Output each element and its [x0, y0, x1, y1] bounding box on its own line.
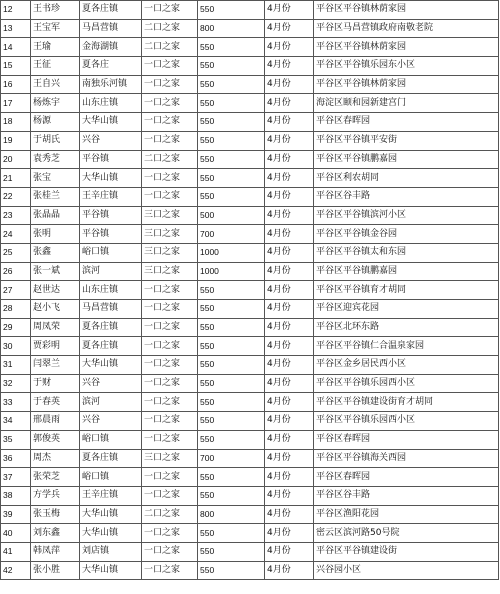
amount-cell: 550 [198, 430, 265, 449]
name-cell: 刘东鑫 [31, 524, 80, 543]
amount-cell: 550 [198, 113, 265, 132]
row-number-cell: 36 [1, 449, 31, 468]
household-size-cell: 一口之家 [142, 57, 198, 76]
table-row [1, 524, 499, 543]
address-cell: 平谷区平谷镇林荫家园 [314, 38, 499, 57]
address-cell: 平谷区平谷镇林荫家园 [314, 1, 499, 20]
amount-cell: 550 [198, 542, 265, 561]
name-cell: 张一斌 [31, 262, 80, 281]
month-cell: 4月份 [265, 225, 314, 244]
row-number-cell: 15 [1, 57, 31, 76]
household-size-cell: 一口之家 [142, 94, 198, 113]
household-size-cell: 一口之家 [142, 131, 198, 150]
row-number-cell: 16 [1, 75, 31, 94]
table-row [1, 337, 499, 356]
address-cell: 平谷区平谷镇乐园西小区 [314, 374, 499, 393]
table-row [1, 486, 499, 505]
table-row [1, 38, 499, 57]
town-cell: 王辛庄镇 [80, 486, 142, 505]
address-cell: 平谷区平谷镇建设街 [314, 542, 499, 561]
town-cell: 滨河 [80, 393, 142, 412]
address-cell: 平谷区平谷镇太和东园 [314, 243, 499, 262]
address-cell: 平谷区平谷镇乐园东小区 [314, 57, 499, 76]
name-cell: 周杰 [31, 449, 80, 468]
town-cell: 夏各庄 [80, 57, 142, 76]
month-cell: 4月份 [265, 57, 314, 76]
amount-cell: 550 [198, 75, 265, 94]
household-size-cell: 一口之家 [142, 337, 198, 356]
row-number-cell: 22 [1, 187, 31, 206]
name-cell: 王书珍 [31, 1, 80, 20]
table-row [1, 430, 499, 449]
row-number-cell: 29 [1, 318, 31, 337]
town-cell: 山东庄镇 [80, 94, 142, 113]
table-row [1, 131, 499, 150]
town-cell: 夏各庄镇 [80, 449, 142, 468]
name-cell: 韩凤萍 [31, 542, 80, 561]
address-cell: 平谷区平谷镇滨河小区 [314, 206, 499, 225]
household-size-cell: 一口之家 [142, 318, 198, 337]
table-row [1, 281, 499, 300]
name-cell: 于财 [31, 374, 80, 393]
name-cell: 张晶晶 [31, 206, 80, 225]
household-size-cell: 三口之家 [142, 206, 198, 225]
household-size-cell: 二口之家 [142, 505, 198, 524]
month-cell: 4月份 [265, 561, 314, 580]
amount-cell: 550 [198, 412, 265, 431]
amount-cell: 550 [198, 337, 265, 356]
address-cell: 平谷区北环东路 [314, 318, 499, 337]
row-number-cell: 40 [1, 524, 31, 543]
amount-cell: 1000 [198, 262, 265, 281]
row-number-cell: 34 [1, 412, 31, 431]
town-cell: 金海湖镇 [80, 38, 142, 57]
address-cell: 平谷区春晖园 [314, 468, 499, 487]
amount-cell: 550 [198, 187, 265, 206]
address-cell: 密云区滨河路50号院 [314, 524, 499, 543]
table-row [1, 113, 499, 132]
address-cell: 平谷区渔阳花园 [314, 505, 499, 524]
household-size-cell: 三口之家 [142, 262, 198, 281]
table-row [1, 150, 499, 169]
table-row [1, 505, 499, 524]
address-cell: 海淀区颐和园新建宫门 [314, 94, 499, 113]
row-number-cell: 25 [1, 243, 31, 262]
month-cell: 4月份 [265, 300, 314, 319]
row-number-cell: 38 [1, 486, 31, 505]
household-size-cell: 一口之家 [142, 281, 198, 300]
household-size-cell: 一口之家 [142, 486, 198, 505]
row-number-cell: 30 [1, 337, 31, 356]
month-cell: 4月份 [265, 486, 314, 505]
household-size-cell: 一口之家 [142, 187, 198, 206]
name-cell: 王瑜 [31, 38, 80, 57]
name-cell: 王宝军 [31, 19, 80, 38]
name-cell: 张宝 [31, 169, 80, 188]
month-cell: 4月份 [265, 150, 314, 169]
month-cell: 4月份 [265, 412, 314, 431]
name-cell: 杨源 [31, 113, 80, 132]
amount-cell: 800 [198, 19, 265, 38]
row-number-cell: 13 [1, 19, 31, 38]
name-cell: 闫翠兰 [31, 356, 80, 375]
amount-cell: 550 [198, 38, 265, 57]
address-cell: 平谷区马昌营镇政府南敬老院 [314, 19, 499, 38]
row-number-cell: 31 [1, 356, 31, 375]
town-cell: 兴谷 [80, 374, 142, 393]
household-size-cell: 三口之家 [142, 225, 198, 244]
row-number-cell: 18 [1, 113, 31, 132]
table-row [1, 318, 499, 337]
month-cell: 4月份 [265, 468, 314, 487]
name-cell: 郭俊英 [31, 430, 80, 449]
table-row [1, 542, 499, 561]
town-cell: 大华山镇 [80, 505, 142, 524]
address-cell: 平谷区谷丰路 [314, 486, 499, 505]
table-row [1, 374, 499, 393]
month-cell: 4月份 [265, 113, 314, 132]
amount-cell: 550 [198, 300, 265, 319]
address-cell: 平谷区谷丰路 [314, 187, 499, 206]
town-cell: 大华山镇 [80, 169, 142, 188]
row-number-cell: 41 [1, 542, 31, 561]
address-cell: 平谷区平谷镇育才胡同 [314, 281, 499, 300]
town-cell: 大华山镇 [80, 356, 142, 375]
town-cell: 王辛庄镇 [80, 187, 142, 206]
amount-cell: 500 [198, 206, 265, 225]
household-size-cell: 一口之家 [142, 356, 198, 375]
amount-cell: 1000 [198, 243, 265, 262]
name-cell: 杨炼宇 [31, 94, 80, 113]
household-size-cell: 一口之家 [142, 412, 198, 431]
amount-cell: 700 [198, 449, 265, 468]
month-cell: 4月份 [265, 505, 314, 524]
amount-cell: 550 [198, 524, 265, 543]
household-size-cell: 一口之家 [142, 430, 198, 449]
table-row [1, 19, 499, 38]
name-cell: 张桂兰 [31, 187, 80, 206]
address-cell: 平谷区平谷镇乐园西小区 [314, 412, 499, 431]
month-cell: 4月份 [265, 131, 314, 150]
month-cell: 4月份 [265, 393, 314, 412]
address-cell: 平谷区平谷镇鹏嘉园 [314, 150, 499, 169]
row-number-cell: 27 [1, 281, 31, 300]
row-number-cell: 20 [1, 150, 31, 169]
address-cell: 平谷区春晖园 [314, 430, 499, 449]
row-number-cell: 32 [1, 374, 31, 393]
address-cell: 平谷区平谷镇海关西园 [314, 449, 499, 468]
address-cell: 平谷区平谷镇林荫家园 [314, 75, 499, 94]
address-cell: 平谷区平谷镇建设街育才胡同 [314, 393, 499, 412]
row-number-cell: 19 [1, 131, 31, 150]
table-row [1, 393, 499, 412]
month-cell: 4月份 [265, 243, 314, 262]
month-cell: 4月份 [265, 187, 314, 206]
table-row [1, 1, 499, 20]
name-cell: 张小胜 [31, 561, 80, 580]
amount-cell: 550 [198, 131, 265, 150]
month-cell: 4月份 [265, 524, 314, 543]
household-size-cell: 二口之家 [142, 150, 198, 169]
table-row [1, 262, 499, 281]
name-cell: 赵世达 [31, 281, 80, 300]
table-row [1, 468, 499, 487]
table-row [1, 412, 499, 431]
amount-cell: 550 [198, 1, 265, 20]
table-row [1, 75, 499, 94]
town-cell: 平谷镇 [80, 225, 142, 244]
address-cell: 平谷区平谷镇平安街 [314, 131, 499, 150]
household-size-cell: 二口之家 [142, 19, 198, 38]
amount-cell: 550 [198, 94, 265, 113]
town-cell: 刘店镇 [80, 542, 142, 561]
table-body [1, 1, 499, 580]
town-cell: 夏各庄镇 [80, 337, 142, 356]
name-cell: 于春英 [31, 393, 80, 412]
amount-cell: 550 [198, 318, 265, 337]
amount-cell: 550 [198, 468, 265, 487]
amount-cell: 550 [198, 57, 265, 76]
row-number-cell: 14 [1, 38, 31, 57]
row-number-cell: 42 [1, 561, 31, 580]
household-size-cell: 一口之家 [142, 468, 198, 487]
address-cell: 平谷区迎宾花园 [314, 300, 499, 319]
address-cell: 平谷区金乡居民西小区 [314, 356, 499, 375]
amount-cell: 550 [198, 561, 265, 580]
town-cell: 滨河 [80, 262, 142, 281]
household-size-cell: 一口之家 [142, 561, 198, 580]
town-cell: 兴谷 [80, 131, 142, 150]
household-size-cell: 一口之家 [142, 1, 198, 20]
table-row [1, 187, 499, 206]
amount-cell: 550 [198, 356, 265, 375]
town-cell: 马昌营镇 [80, 300, 142, 319]
row-number-cell: 24 [1, 225, 31, 244]
name-cell: 张玉梅 [31, 505, 80, 524]
month-cell: 4月份 [265, 206, 314, 225]
table-row [1, 57, 499, 76]
month-cell: 4月份 [265, 262, 314, 281]
name-cell: 王自兴 [31, 75, 80, 94]
row-number-cell: 26 [1, 262, 31, 281]
household-size-cell: 一口之家 [142, 542, 198, 561]
name-cell: 王征 [31, 57, 80, 76]
row-number-cell: 12 [1, 1, 31, 20]
name-cell: 张荣芝 [31, 468, 80, 487]
row-number-cell: 39 [1, 505, 31, 524]
table-row [1, 206, 499, 225]
town-cell: 峪口镇 [80, 243, 142, 262]
name-cell: 张明 [31, 225, 80, 244]
name-cell: 赵小飞 [31, 300, 80, 319]
row-number-cell: 35 [1, 430, 31, 449]
name-cell: 张鑫 [31, 243, 80, 262]
table-row [1, 300, 499, 319]
name-cell: 袁秀芝 [31, 150, 80, 169]
address-cell: 平谷区平谷镇金谷园 [314, 225, 499, 244]
month-cell: 4月份 [265, 374, 314, 393]
month-cell: 4月份 [265, 542, 314, 561]
town-cell: 大华山镇 [80, 561, 142, 580]
name-cell: 周凤荣 [31, 318, 80, 337]
name-cell: 方学兵 [31, 486, 80, 505]
amount-cell: 550 [198, 393, 265, 412]
table-row [1, 356, 499, 375]
month-cell: 4月份 [265, 19, 314, 38]
table-row [1, 449, 499, 468]
amount-cell: 550 [198, 281, 265, 300]
name-cell: 于胡氏 [31, 131, 80, 150]
month-cell: 4月份 [265, 281, 314, 300]
town-cell: 马昌营镇 [80, 19, 142, 38]
town-cell: 大华山镇 [80, 113, 142, 132]
household-size-cell: 一口之家 [142, 393, 198, 412]
town-cell: 夏各庄镇 [80, 318, 142, 337]
month-cell: 4月份 [265, 169, 314, 188]
address-cell: 平谷区平谷镇仁合温泉家园 [314, 337, 499, 356]
address-cell: 平谷区利农胡同 [314, 169, 499, 188]
household-size-cell: 二口之家 [142, 38, 198, 57]
name-cell: 贾彩明 [31, 337, 80, 356]
row-number-cell: 23 [1, 206, 31, 225]
amount-cell: 550 [198, 150, 265, 169]
table-row [1, 243, 499, 262]
month-cell: 4月份 [265, 430, 314, 449]
row-number-cell: 33 [1, 393, 31, 412]
table-row [1, 94, 499, 113]
household-size-cell: 一口之家 [142, 113, 198, 132]
amount-cell: 550 [198, 169, 265, 188]
amount-cell: 550 [198, 486, 265, 505]
town-cell: 峪口镇 [80, 468, 142, 487]
month-cell: 4月份 [265, 449, 314, 468]
table-row [1, 561, 499, 580]
household-size-cell: 三口之家 [142, 449, 198, 468]
household-size-cell: 三口之家 [142, 243, 198, 262]
town-cell: 大华山镇 [80, 524, 142, 543]
town-cell: 平谷镇 [80, 206, 142, 225]
month-cell: 4月份 [265, 318, 314, 337]
name-cell: 邢晨雨 [31, 412, 80, 431]
month-cell: 4月份 [265, 38, 314, 57]
table-row [1, 169, 499, 188]
row-number-cell: 28 [1, 300, 31, 319]
town-cell: 峪口镇 [80, 430, 142, 449]
town-cell: 山东庄镇 [80, 281, 142, 300]
household-size-cell: 一口之家 [142, 169, 198, 188]
amount-cell: 700 [198, 225, 265, 244]
household-size-cell: 一口之家 [142, 75, 198, 94]
household-size-cell: 一口之家 [142, 524, 198, 543]
month-cell: 4月份 [265, 94, 314, 113]
amount-cell: 550 [198, 374, 265, 393]
address-cell: 平谷区平谷镇鹏嘉园 [314, 262, 499, 281]
month-cell: 4月份 [265, 1, 314, 20]
household-size-cell: 一口之家 [142, 300, 198, 319]
month-cell: 4月份 [265, 75, 314, 94]
month-cell: 4月份 [265, 356, 314, 375]
month-cell: 4月份 [265, 337, 314, 356]
town-cell: 南独乐河镇 [80, 75, 142, 94]
amount-cell: 800 [198, 505, 265, 524]
address-cell: 兴谷园小区 [314, 561, 499, 580]
table-row [1, 225, 499, 244]
town-cell: 兴谷 [80, 412, 142, 431]
household-size-cell: 一口之家 [142, 374, 198, 393]
row-number-cell: 37 [1, 468, 31, 487]
address-cell: 平谷区春晖园 [314, 113, 499, 132]
town-cell: 平谷镇 [80, 150, 142, 169]
row-number-cell: 17 [1, 94, 31, 113]
row-number-cell: 21 [1, 169, 31, 188]
town-cell: 夏各庄镇 [80, 1, 142, 20]
